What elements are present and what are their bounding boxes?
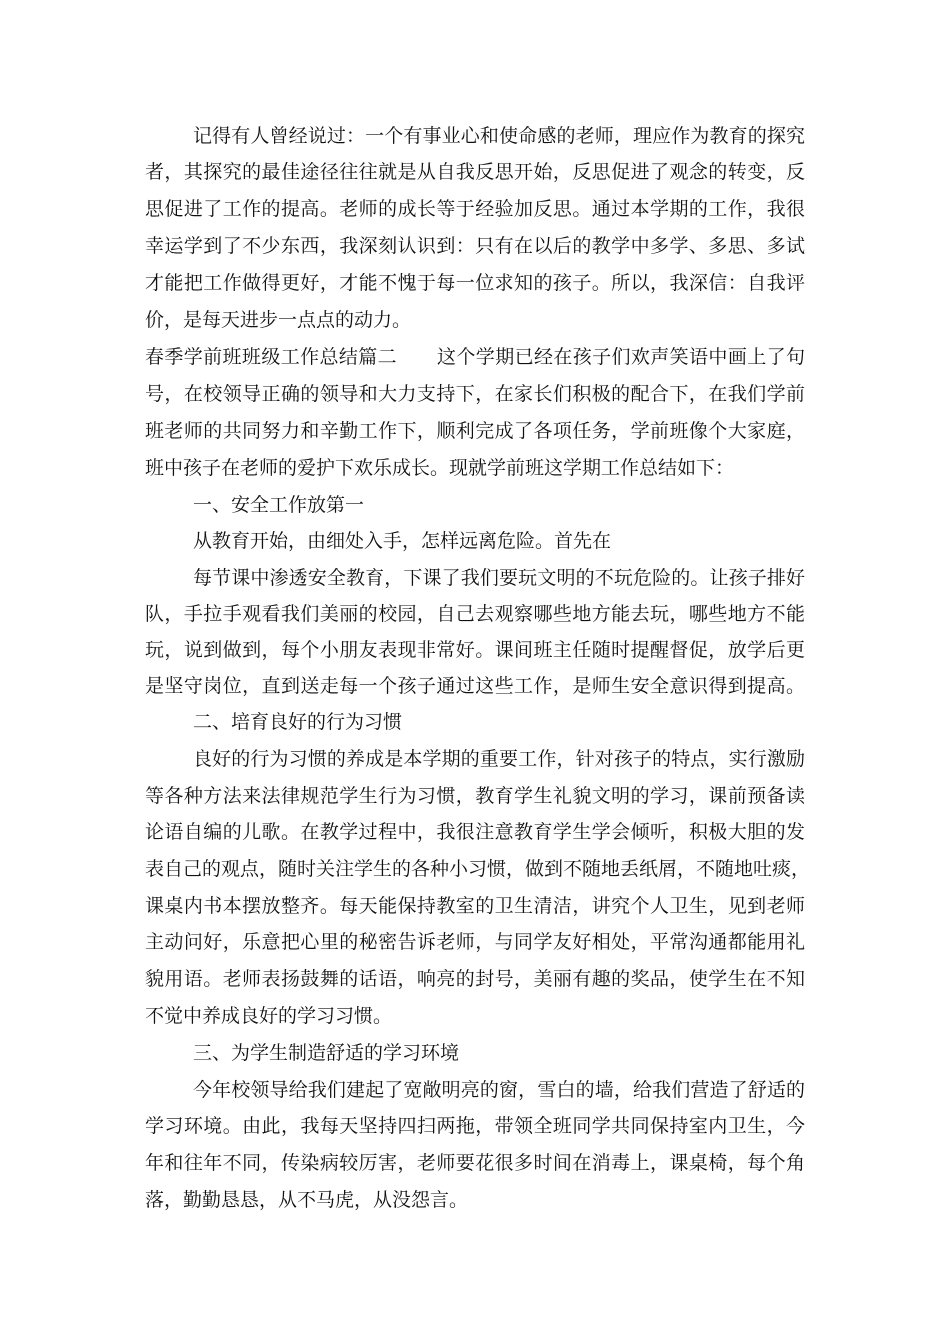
section-heading: 一、安全工作放第一	[193, 494, 365, 516]
paragraph-line: 貌用语。老师表扬鼓舞的话语，响亮的封号，美丽有趣的奖品，使学生在不知	[145, 968, 805, 990]
paragraph-line: 才能把工作做得更好，才能不愧于每一位求知的孩子。所以，我深信：自我评	[145, 272, 805, 294]
paragraph-text: 这个学期已经在孩子们欢声笑语中画上了句	[437, 346, 805, 368]
paragraph-line: 者，其探究的最佳途径往往就是从自我反思开始，反思促进了观念的转变，反	[145, 161, 805, 183]
paragraph-line: 每节课中渗透安全教育，下课了我们要玩文明的不玩危险的。让孩子排好	[193, 567, 805, 589]
paragraph-line: 主动问好，乐意把心里的秘密告诉老师，与同学友好相处，平常沟通都能用礼	[145, 931, 805, 953]
paragraph-line: 记得有人曾经说过：一个有事业心和使命感的老师，理应作为教育的探究	[193, 125, 805, 147]
section-heading: 二、培育良好的行为习惯	[193, 711, 403, 733]
paragraph-line: 班中孩子在老师的爱护下欢乐成长。现就学前班这学期工作总结如下：	[145, 457, 735, 479]
section-heading: 三、为学生制造舒适的学习环境	[193, 1042, 460, 1064]
paragraph-line: 论语自编的儿歌。在教学过程中，我很注意教育学生学会倾听，积极大胆的发	[145, 821, 805, 843]
article-title: 春季学前班班级工作总结篇二	[145, 346, 398, 368]
paragraph-line: 从教育开始，由细处入手，怎样远离危险。首先在	[193, 530, 612, 552]
paragraph-line: 不觉中养成良好的学习习惯。	[145, 1005, 393, 1027]
paragraph-line: 课桌内书本摆放整齐。每天能保持教室的卫生清洁，讲究个人卫生，见到老师	[145, 895, 805, 917]
section-heading-line	[145, 340, 805, 374]
paragraph-line: 表自己的观点，随时关注学生的各种小习惯，做到不随地丢纸屑，不随地吐痰，	[145, 858, 811, 880]
paragraph-line: 玩，说到做到，每个小朋友表现非常好。课间班主任随时提醒督促，放学后更	[145, 639, 805, 661]
paragraph-line: 学习环境。由此，我每天坚持四扫两拖，带领全班同学共同保持室内卫生，今	[145, 1115, 805, 1137]
paragraph-line: 落，勤勤恳恳，从不马虎，从没怨言。	[145, 1189, 469, 1211]
paragraph-line: 良好的行为习惯的养成是本学期的重要工作，针对孩子的特点，实行激励	[193, 748, 805, 770]
paragraph-line: 价，是每天进步一点点的动力。	[145, 309, 412, 331]
paragraph-line: 幸运学到了不少东西，我深刻认识到：只有在以后的教学中多学、多思、多试	[145, 235, 805, 257]
paragraph-line: 今年校领导给我们建起了宽敞明亮的窗，雪白的墙，给我们营造了舒适的	[193, 1079, 805, 1101]
paragraph-line: 号，在校领导正确的领导和大力支持下，在家长们积极的配合下，在我们学前	[145, 383, 805, 405]
paragraph-line: 队，手拉手观看我们美丽的校园，自己去观察哪些地方能去玩，哪些地方不能	[145, 603, 805, 625]
paragraph-line: 思促进了工作的提高。老师的成长等于经验加反思。通过本学期的工作，我很	[145, 198, 805, 220]
paragraph-line: 等各种方法来法律规范学生行为习惯，教育学生礼貌文明的学习，课前预备读	[145, 785, 805, 807]
paragraph-line: 年和往年不同，传染病较厉害，老师要花很多时间在消毒上，课桌椅，每个角	[145, 1152, 805, 1174]
paragraph-line: 班老师的共同努力和辛勤工作下，顺利完成了各项任务，学前班像个大家庭，	[145, 420, 805, 442]
paragraph-line: 是坚守岗位，直到送走每一个孩子通过这些工作，是师生安全意识得到提高。	[145, 675, 805, 697]
